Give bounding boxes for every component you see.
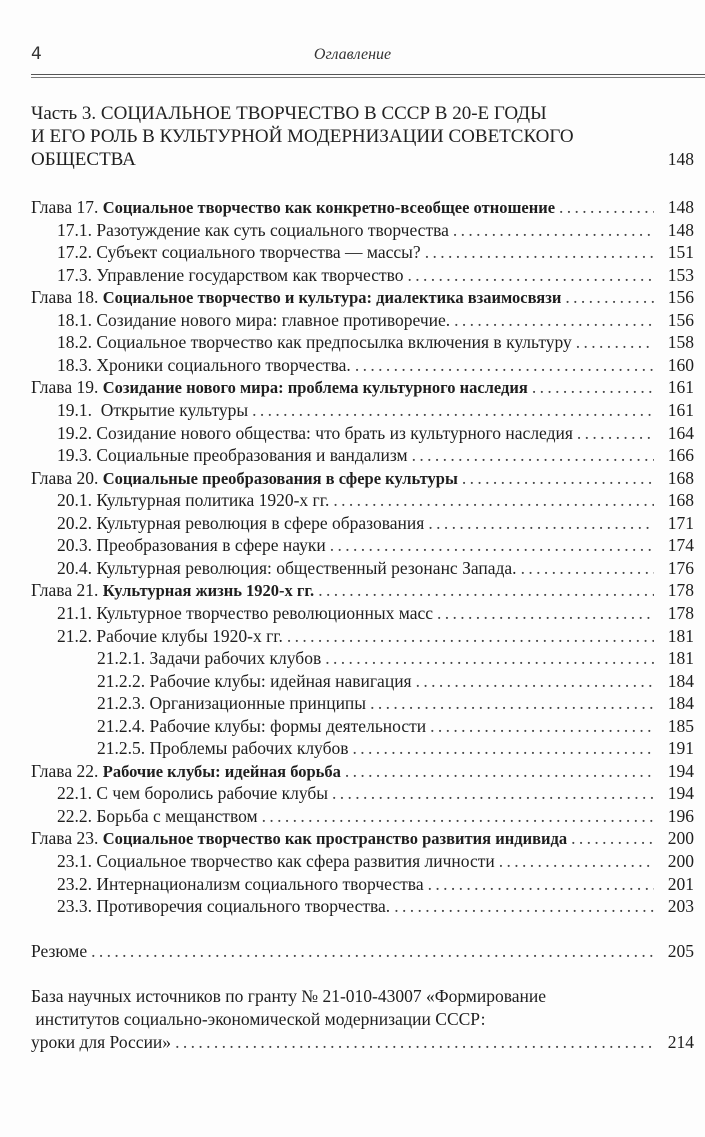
entry-title: Субъект социального творчества — массы? <box>96 242 421 263</box>
entry-text <box>57 850 495 872</box>
part-heading <box>31 103 691 148</box>
entry-text <box>57 489 329 511</box>
toc-entry-section[interactable] <box>57 399 694 421</box>
toc-entry-section[interactable] <box>57 895 694 917</box>
toc-entry-section[interactable] <box>57 354 694 376</box>
leader-dots <box>499 850 654 872</box>
toc-entry-section[interactable] <box>57 264 694 286</box>
toc-entry-section[interactable] <box>57 219 694 241</box>
entry-title: Борьба с мещанством <box>96 805 258 826</box>
entry-title: Культурное творчество революционных масс <box>96 602 434 623</box>
page-ref: 156 <box>667 309 694 330</box>
page-ref: 148 <box>667 219 694 240</box>
part-title-line-2: И ЕГО РОЛЬ В КУЛЬТУРНОЙ МОДЕРНИЗАЦИИ СОВЕТСКОГО <box>31 125 574 147</box>
entry-number: Глава 21. <box>31 580 103 601</box>
page-ref: 178 <box>667 602 694 623</box>
entry-number: 22.1. <box>57 783 97 804</box>
entry-number: Глава 19. <box>31 377 103 398</box>
entry-title: Социальное творчество как сфера развития личности <box>96 851 495 871</box>
toc-entry-section[interactable] <box>57 805 694 827</box>
entry-number: Глава 20. <box>31 467 103 488</box>
leader-dots <box>576 331 654 353</box>
page-ref: 214 <box>667 1032 694 1052</box>
entry-title: Социальное творчество как предпосылка включения в культуру <box>96 332 572 353</box>
running-title: Оглавление <box>313 46 392 63</box>
leader-dots <box>565 286 654 308</box>
toc-entry-section[interactable] <box>57 557 694 579</box>
entry-number: 21.2.1. <box>97 648 150 668</box>
entry-number: 20.4. <box>57 557 97 578</box>
entry-number: 23.1. <box>57 851 97 871</box>
entry-text <box>57 399 248 421</box>
leader-dots <box>428 512 654 534</box>
header-rule-top <box>31 74 705 75</box>
entry-text <box>57 444 408 466</box>
leader-dots <box>559 196 654 218</box>
entry-title: Управление государством как творчество <box>96 264 404 285</box>
toc-entry-chapter[interactable] <box>31 579 694 601</box>
leader-dots <box>252 399 654 421</box>
entry-title: Социальное творчество как конкретно-всеобщее отношение <box>102 198 556 217</box>
sources-line-3: уроки для России» <box>31 1032 172 1052</box>
page-ref: 168 <box>667 467 694 488</box>
part-heading-last-line[interactable] <box>31 147 694 171</box>
page-ref: 164 <box>667 422 694 443</box>
entry-title: Разотуждение как суть социального творчества <box>96 219 449 240</box>
entry-text <box>57 264 404 286</box>
entry-text <box>31 376 528 399</box>
toc-entry-subsection[interactable] <box>97 737 694 759</box>
leader-dots <box>175 1031 654 1053</box>
entry-text <box>97 737 349 759</box>
entry-title: С чем боролись рабочие клубы <box>96 783 329 804</box>
entry-number: 18.1. <box>57 309 97 330</box>
entry-text <box>31 196 555 219</box>
page-ref: 185 <box>667 715 694 736</box>
page-ref: 153 <box>667 264 694 285</box>
leader-dots <box>394 895 654 917</box>
entry-text <box>57 512 424 534</box>
entry-number: 21.2.5. <box>97 738 150 759</box>
leader-dots <box>462 467 654 489</box>
entry-number: 21.2.4. <box>97 715 150 736</box>
entry-number: 19.3. <box>57 445 97 466</box>
page-ref: 181 <box>667 648 694 668</box>
sources-line-1-row <box>31 985 694 1007</box>
entry-number: Глава 18. <box>31 287 103 308</box>
leader-dots <box>412 444 654 466</box>
leader-dots <box>345 760 654 782</box>
entry-title: Интернационализм социального творчества <box>96 873 424 894</box>
toc-entry-chapter[interactable] <box>31 760 694 782</box>
entry-number: 23.3. <box>57 896 97 917</box>
entry-text <box>57 241 421 263</box>
entry-title: Организационные принципы <box>149 693 367 714</box>
entry-title: Культурная политика 1920-х гг. <box>96 490 330 511</box>
entry-number: 17.1. <box>57 219 97 240</box>
page-ref: 191 <box>667 738 694 759</box>
entry-number: 17.2. <box>57 242 97 263</box>
page-ref: 205 <box>667 941 694 961</box>
summary-title: Резюме <box>31 941 88 961</box>
entry-text <box>57 422 573 444</box>
entry-text <box>31 467 458 490</box>
leader-dots <box>262 805 654 827</box>
entry-number: 17.3. <box>57 264 97 285</box>
toc-entry-section[interactable] <box>57 422 694 444</box>
toc-entry-section[interactable] <box>57 309 694 331</box>
leader-dots <box>332 782 654 804</box>
entry-title: Культурная революция в сфере образования <box>96 512 425 533</box>
entry-title: Рабочие клубы 1920-х гг. <box>96 625 283 646</box>
page-ref: 194 <box>667 783 694 804</box>
leader-dots <box>355 354 654 376</box>
entry-title: Рабочие клубы: идейная навигация <box>149 670 412 691</box>
entry-text <box>31 827 567 850</box>
sources-line-2: институтов социально-экономической модернизации СССР: <box>31 1009 486 1029</box>
entry-title: Противоречия социального творчества. <box>96 896 391 917</box>
entry-title: Социальные преобразования и вандализм <box>96 445 408 466</box>
entry-text <box>57 534 326 556</box>
toc-entry-section[interactable] <box>57 241 694 263</box>
leader-dots <box>571 827 654 849</box>
entry-title: Культурная жизнь 1920-х гг. <box>102 581 315 601</box>
toc-entry-subsection[interactable] <box>97 647 694 669</box>
sources-line-3-row <box>31 1031 694 1053</box>
leader-dots <box>408 264 654 286</box>
sources-line-2-row <box>31 1008 694 1030</box>
leader-dots <box>416 670 654 692</box>
toc-entry-section[interactable] <box>57 850 694 872</box>
leader-dots <box>287 625 654 647</box>
entry-title: Хроники социального творчества. <box>96 354 351 375</box>
entry-text <box>97 715 426 737</box>
page-ref: 184 <box>667 670 694 691</box>
entry-number: 18.2. <box>57 332 97 353</box>
part-title-line-1: Часть 3. СОЦИАЛЬНОЕ ТВОРЧЕСТВО В СССР В 20-Е ГОДЫ <box>31 103 547 124</box>
leader-dots <box>318 579 654 601</box>
entry-text <box>57 625 283 647</box>
page-ref: 148 <box>667 149 694 169</box>
entry-title: Задачи рабочих клубов <box>149 648 322 668</box>
leader-dots <box>521 557 654 579</box>
entry-title: Созидание нового общества: что брать из культурного наследия <box>96 422 573 443</box>
entry-text <box>97 670 412 692</box>
toc-entry-section[interactable] <box>57 625 694 647</box>
leader-dots <box>425 241 654 263</box>
leader-dots <box>428 873 654 895</box>
toc-entry-section[interactable] <box>57 873 694 895</box>
entry-number: 21.2.3. <box>97 693 150 714</box>
toc-entry-chapter[interactable] <box>31 827 694 849</box>
entry-number: 23.2. <box>57 873 97 894</box>
entry-number: 20.2. <box>57 512 97 533</box>
entry-number: Глава 23. <box>31 828 103 849</box>
toc-entry-section[interactable] <box>57 602 694 624</box>
toc-entry-summary[interactable] <box>31 940 694 962</box>
entry-title: Социальное творчество и культура: диалектика взаимосвязи <box>102 288 562 308</box>
page-ref: 156 <box>667 287 694 308</box>
toc-entry-chapter[interactable] <box>31 376 694 398</box>
entry-number: 19.1. <box>57 400 97 420</box>
entry-number: Глава 17. <box>31 197 103 217</box>
toc-entry-section[interactable] <box>57 489 694 511</box>
page-ref: 171 <box>667 512 694 533</box>
page-ref: 161 <box>667 400 694 420</box>
page-ref: 174 <box>667 535 694 556</box>
entry-text <box>31 579 314 602</box>
leader-dots <box>91 940 654 962</box>
page-ref: 194 <box>667 760 694 781</box>
entry-title: Созидание нового мира: главное противоречие. <box>96 309 451 330</box>
entry-title: Преобразования в сфере науки <box>96 535 326 556</box>
entry-number: 21.2.2. <box>97 670 150 691</box>
leader-dots <box>333 489 654 511</box>
page-ref: 148 <box>667 197 694 217</box>
part-title-line-3: ОБЩЕСТВА <box>31 149 136 170</box>
entry-number: 19.2. <box>57 422 97 443</box>
toc-entry-subsection[interactable] <box>97 715 694 737</box>
page-ref: 203 <box>667 896 694 917</box>
entry-text <box>57 805 258 827</box>
entry-number: 20.3. <box>57 535 97 556</box>
entry-text <box>57 782 328 804</box>
entry-title: Социальное творчество как пространство развития индивида <box>102 829 568 849</box>
leader-dots <box>325 647 654 669</box>
entry-title: Социальные преобразования в сфере культуры <box>102 468 458 488</box>
entry-title: Проблемы рабочих клубов <box>149 738 349 759</box>
entry-number: 20.1. <box>57 490 97 511</box>
toc-entry-section[interactable] <box>57 512 694 534</box>
toc-entry-chapter[interactable] <box>31 286 694 308</box>
leader-dots <box>353 737 655 759</box>
leader-dots <box>532 376 654 398</box>
toc-entry-subsection[interactable] <box>97 692 694 714</box>
sources-line-1: База научных источников по гранту № 21-010-43007 «Формирование <box>31 986 547 1006</box>
page-ref: 181 <box>667 625 694 646</box>
toc-entry-section[interactable] <box>57 782 694 804</box>
toc-entry-section[interactable] <box>57 331 694 353</box>
entry-title: Открытие культуры <box>96 400 249 420</box>
entry-text <box>31 286 561 309</box>
page-ref: 201 <box>667 873 694 894</box>
toc-entry-chapter[interactable] <box>31 467 694 489</box>
page-ref: 184 <box>667 693 694 714</box>
entry-text <box>57 219 449 241</box>
page-ref: 166 <box>667 445 694 466</box>
page-ref: 168 <box>667 490 694 511</box>
entry-text <box>57 602 433 624</box>
entry-text <box>57 331 572 353</box>
leader-dots <box>430 715 654 737</box>
leader-dots <box>330 534 654 556</box>
entry-text <box>57 895 390 917</box>
page-ref: 196 <box>667 805 694 826</box>
page-ref: 178 <box>667 580 694 601</box>
entry-text <box>31 760 341 783</box>
toc-entry-section[interactable] <box>57 534 694 556</box>
leader-dots <box>454 309 654 331</box>
entry-title: Культурная революция: общественный резонанс Запада. <box>96 557 517 578</box>
leader-dots <box>453 219 654 241</box>
entry-number: 18.3. <box>57 354 97 375</box>
header-rule-bottom <box>31 77 705 78</box>
page-ref: 200 <box>667 828 694 849</box>
entry-text <box>97 692 366 714</box>
entry-number: 21.2. <box>57 625 97 646</box>
page-ref: 160 <box>667 354 694 375</box>
entry-title: Созидание нового мира: проблема культурного наследия <box>102 378 528 398</box>
page-number: 4 <box>31 44 42 64</box>
entry-title: Рабочие клубы: идейная борьба <box>102 761 341 781</box>
page-ref: 151 <box>667 242 694 263</box>
toc-entry-chapter[interactable] <box>31 196 694 218</box>
entry-number: 21.1. <box>57 602 97 623</box>
leader-dots <box>577 422 654 444</box>
entry-title: Рабочие клубы: формы деятельности <box>149 715 427 736</box>
entry-text <box>57 309 450 331</box>
leader-dots <box>437 602 654 624</box>
entry-text <box>57 557 517 579</box>
entry-text <box>97 647 321 669</box>
page-ref: 176 <box>667 557 694 578</box>
page-ref: 161 <box>667 377 694 398</box>
entry-number: Глава 22. <box>31 760 103 781</box>
page-ref: 200 <box>667 851 694 871</box>
toc-entry-subsection[interactable] <box>97 670 694 692</box>
entry-text <box>57 873 424 895</box>
entry-text <box>57 354 351 376</box>
leader-dots <box>370 692 654 714</box>
entry-number: 22.2. <box>57 805 97 826</box>
page-ref: 158 <box>667 332 694 353</box>
toc-entry-section[interactable] <box>57 444 694 466</box>
